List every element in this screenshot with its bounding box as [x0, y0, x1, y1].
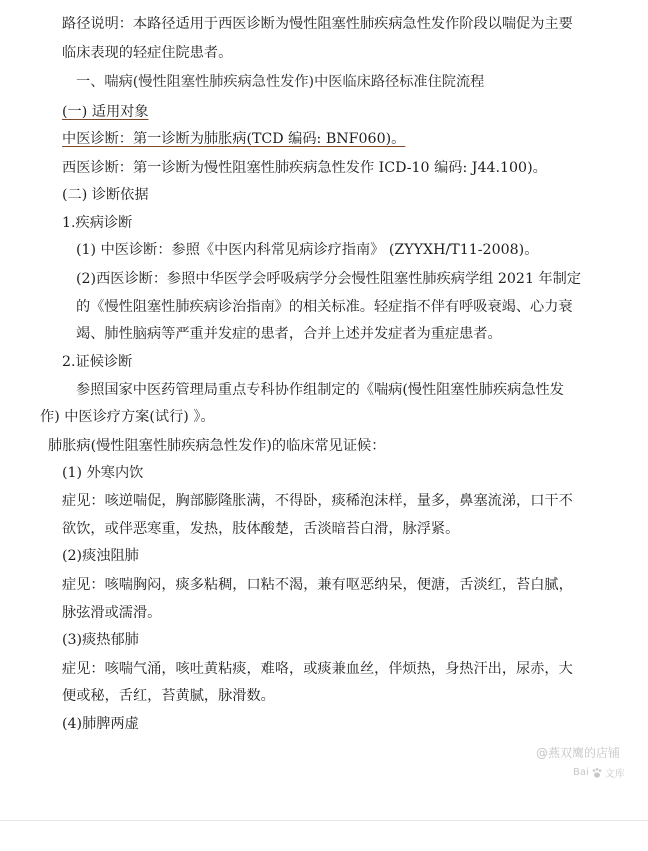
doc-line-14: 参照国家中医药管理局重点专科协作组制定的《喘病(慢性阻塞性肺疾病急性发 [76, 382, 564, 398]
doc-line-12: 竭、肺性脑病等严重并发症的患者，合并上述并发症者为重症患者。 [76, 326, 502, 342]
subsection-heading-2: (二) 诊断依据 [62, 187, 149, 203]
doc-line-22: 脉弦滑或濡滑。 [62, 605, 162, 621]
doc-line-19: 欲饮，或伴恶寒重，发热，肢体酸楚，舌淡暗苔白滑，脉浮紧。 [62, 521, 460, 537]
syndrome-heading-4: (4)肺脾两虚 [62, 716, 139, 732]
brand-watermark-text: Bai [573, 767, 589, 778]
brand-watermark-suffix: 文库 [604, 769, 625, 780]
doc-line-western-diagnosis: 西医诊断：第一诊断为慢性阻塞性肺疾病急性发作 ICD-10 编码: J44.100)。 [62, 160, 547, 176]
subsection-heading-1: (一) 适用对象 [62, 104, 149, 120]
doc-line-1: 路径说明：本路径适用于西医诊断为慢性阻塞性肺疾病急性发作阶段以喘促为主要 [62, 16, 573, 32]
doc-line-tcm-diagnosis: 中医诊断：第一诊断为肺胀病(TCD 编码: BNF060)。 [62, 131, 406, 147]
doc-line-11: 的《慢性阻塞性肺疾病诊治指南》的相关标准。轻症指不伴有呼吸衰竭、心力衰 [76, 299, 573, 315]
doc-line-18: 症见：咳逆喘促，胸部膨隆胀满，不得卧，痰稀泡沫样，量多，鼻塞流涕，口干不 [62, 493, 573, 509]
syndrome-heading-2: (2)痰浊阻肺 [62, 548, 139, 564]
doc-line-24: 症见：咳喘气涌，咳吐黄粘痰，难咯，或痰兼血丝，伴烦热，身热汗出，尿赤，大 [62, 661, 573, 677]
doc-line-21: 症见：咳喘胸闷，痰多粘稠，口粘不渴，兼有呕恶纳呆，便溏，舌淡红，苔白腻， [62, 577, 573, 593]
doc-line-2: 临床表现的轻症住院患者。 [62, 45, 233, 61]
page-footer [0, 821, 648, 851]
doc-line-16: 肺胀病(慢性阻塞性肺疾病急性发作)的临床常见证候： [48, 438, 386, 454]
shop-watermark: @燕双鹰的店铺 [536, 746, 621, 760]
brand-watermark [573, 765, 625, 780]
syndrome-heading-1: (1) 外寒内饮 [62, 465, 144, 481]
section-heading: 一、喘病(慢性阻塞性肺疾病急性发作)中医临床路径标准住院流程 [76, 74, 485, 90]
doc-line-15: 作) 中医诊疗方案(试行) 》。 [40, 409, 215, 425]
doc-line-9: (1) 中医诊断：参照《中医内科常见病诊疗指南》 (ZYYXH/T11-2008)。 [76, 242, 539, 258]
item-heading-1: 1.疾病诊断 [62, 215, 133, 231]
syndrome-heading-3: (3)痰热郁肺 [62, 632, 139, 648]
item-heading-2: 2.证候诊断 [62, 354, 133, 370]
paw-icon [591, 767, 603, 779]
doc-line-10: (2)西医诊断：参照中华医学会呼吸病学分会慢性阻塞性肺疾病学组 2021 年制定 [76, 271, 582, 287]
doc-line-25: 便或秘，舌红，苔黄腻，脉滑数。 [62, 688, 275, 704]
